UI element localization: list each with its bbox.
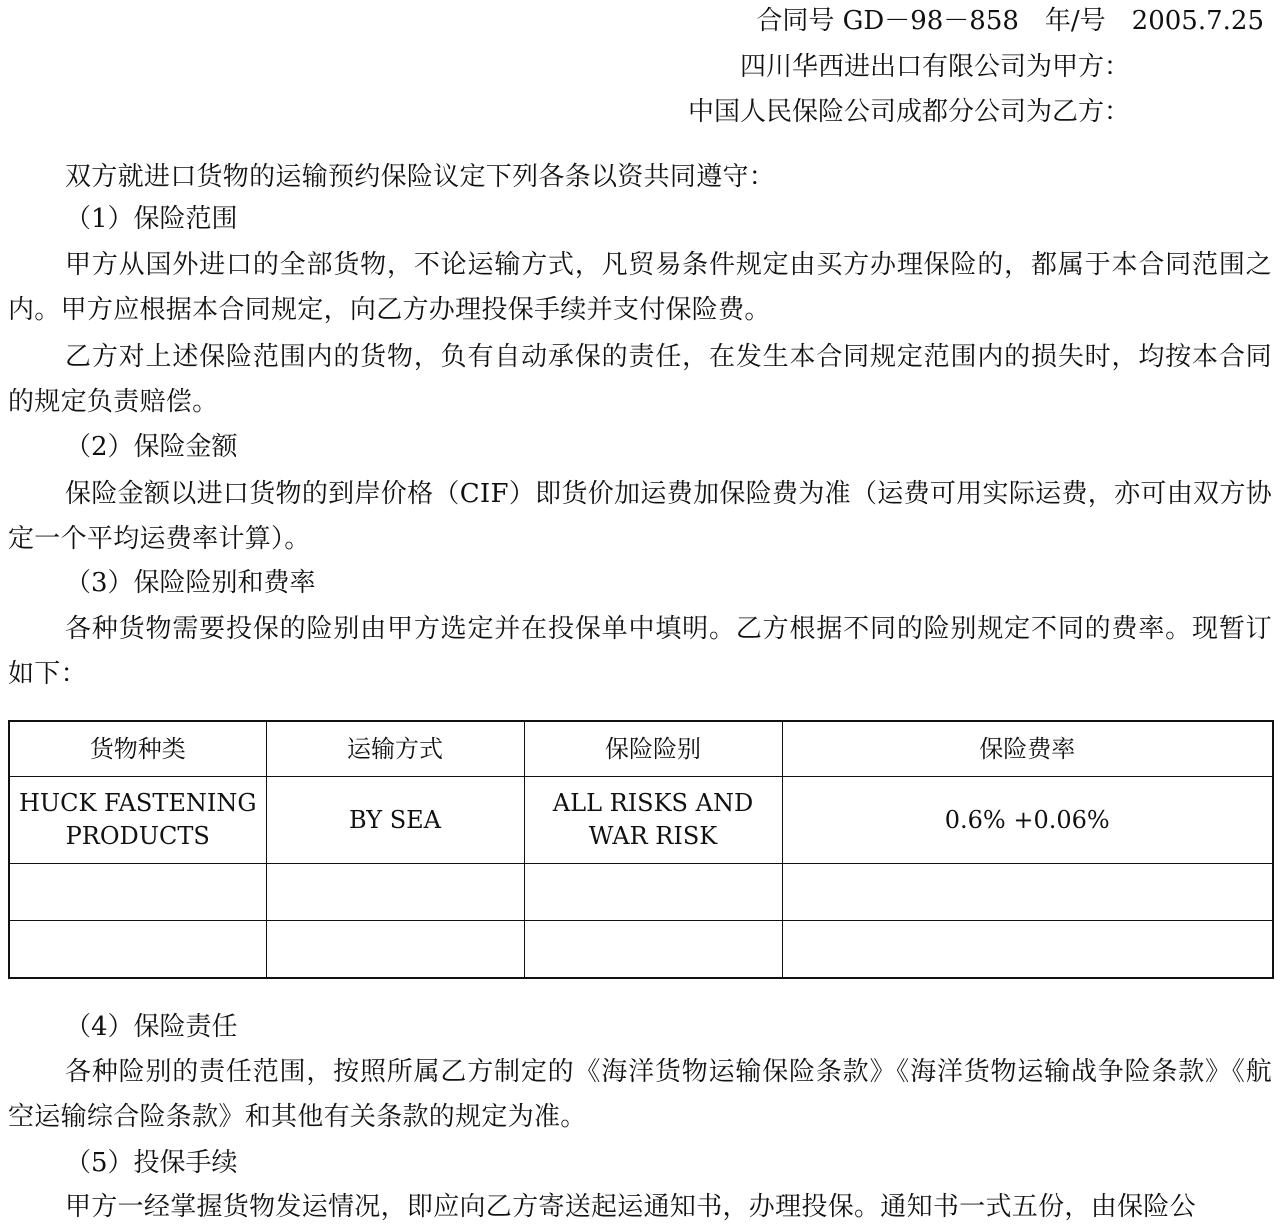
- section-5-heading: （5）投保手续: [65, 1148, 238, 1178]
- section-2-heading: （2）保险金额: [65, 432, 238, 462]
- section-2-paragraph-1: 保险金额以进口货物的到岸价格（CIF）即货价加运费加保险费为准（运费可用实际运费，亦可由双方协定一个平均运费率计算）。: [8, 479, 1272, 554]
- cell-cargo-type: [9, 864, 266, 921]
- cell-insurance-risk: ALL RISKS AND WAR RISK: [524, 777, 782, 864]
- cell-transport-mode: BY SEA: [266, 777, 524, 864]
- section-3-heading: （3）保险险别和费率: [65, 568, 316, 598]
- cell-premium-rate: [782, 864, 1273, 921]
- cell-cargo-type: HUCK FASTENING PRODUCTS: [9, 777, 266, 864]
- party-a-line: 四川华西进出口有限公司为甲方：: [739, 52, 1130, 82]
- section-4-heading: （4）保险责任: [65, 1012, 238, 1042]
- section-4-paragraph-1: 各种险别的责任范围，按照所属乙方制定的《海洋货物运输保险条款》《海洋货物运输战争险条款》《航空运输综合险条款》和其他有关条款的规定为准。: [8, 1057, 1272, 1132]
- cell-transport-mode: [266, 921, 524, 979]
- contract-number-line: 合同号 GD－98－858 年/号 2005.7.25: [756, 6, 1264, 36]
- header-insurance-risk: 保险险别: [524, 721, 782, 777]
- section-5-paragraph-1: 甲方一经掌握货物发运情况，即应向乙方寄送起运通知书，办理投保。通知书一式五份，由保险公: [65, 1192, 1196, 1222]
- cell-premium-rate: [782, 921, 1273, 979]
- header-cargo-type: 货物种类: [9, 721, 266, 777]
- section-1-paragraph-2: 乙方对上述保险范围内的货物，负有自动承保的责任，在发生本合同规定范围内的损失时，均按本合同的规定负责赔偿。: [8, 342, 1272, 417]
- cell-insurance-risk: [524, 921, 782, 979]
- cell-cargo-type: [9, 921, 266, 979]
- table-header-row: [9, 721, 1273, 777]
- table-row: [9, 777, 1273, 864]
- header-premium-rate: 保险费率: [782, 721, 1273, 777]
- section-3-paragraph-1: 各种货物需要投保的险别由甲方选定并在投保单中填明。乙方根据不同的险别规定不同的费率。现暂订如下：: [8, 614, 1272, 689]
- insurance-rate-table: [8, 720, 1274, 979]
- header-transport-mode: 运输方式: [266, 721, 524, 777]
- section-1-paragraph-1: 甲方从国外进口的全部货物，不论运输方式，凡贸易条件规定由买方办理保险的，都属于本合同范围之内。甲方应根据本合同规定，向乙方办理投保手续并支付保险费。: [8, 250, 1272, 325]
- cell-premium-rate: 0.6% +0.06%: [782, 777, 1273, 864]
- cell-insurance-risk: [524, 864, 782, 921]
- cell-transport-mode: [266, 864, 524, 921]
- section-1-heading: （1）保险范围: [65, 204, 238, 234]
- table-row: [9, 864, 1273, 921]
- intro-paragraph: 双方就进口货物的运输预约保险议定下列各条以资共同遵守：: [65, 162, 776, 192]
- party-b-line: 中国人民保险公司成都分公司为乙方：: [687, 97, 1130, 127]
- table-row: [9, 921, 1273, 979]
